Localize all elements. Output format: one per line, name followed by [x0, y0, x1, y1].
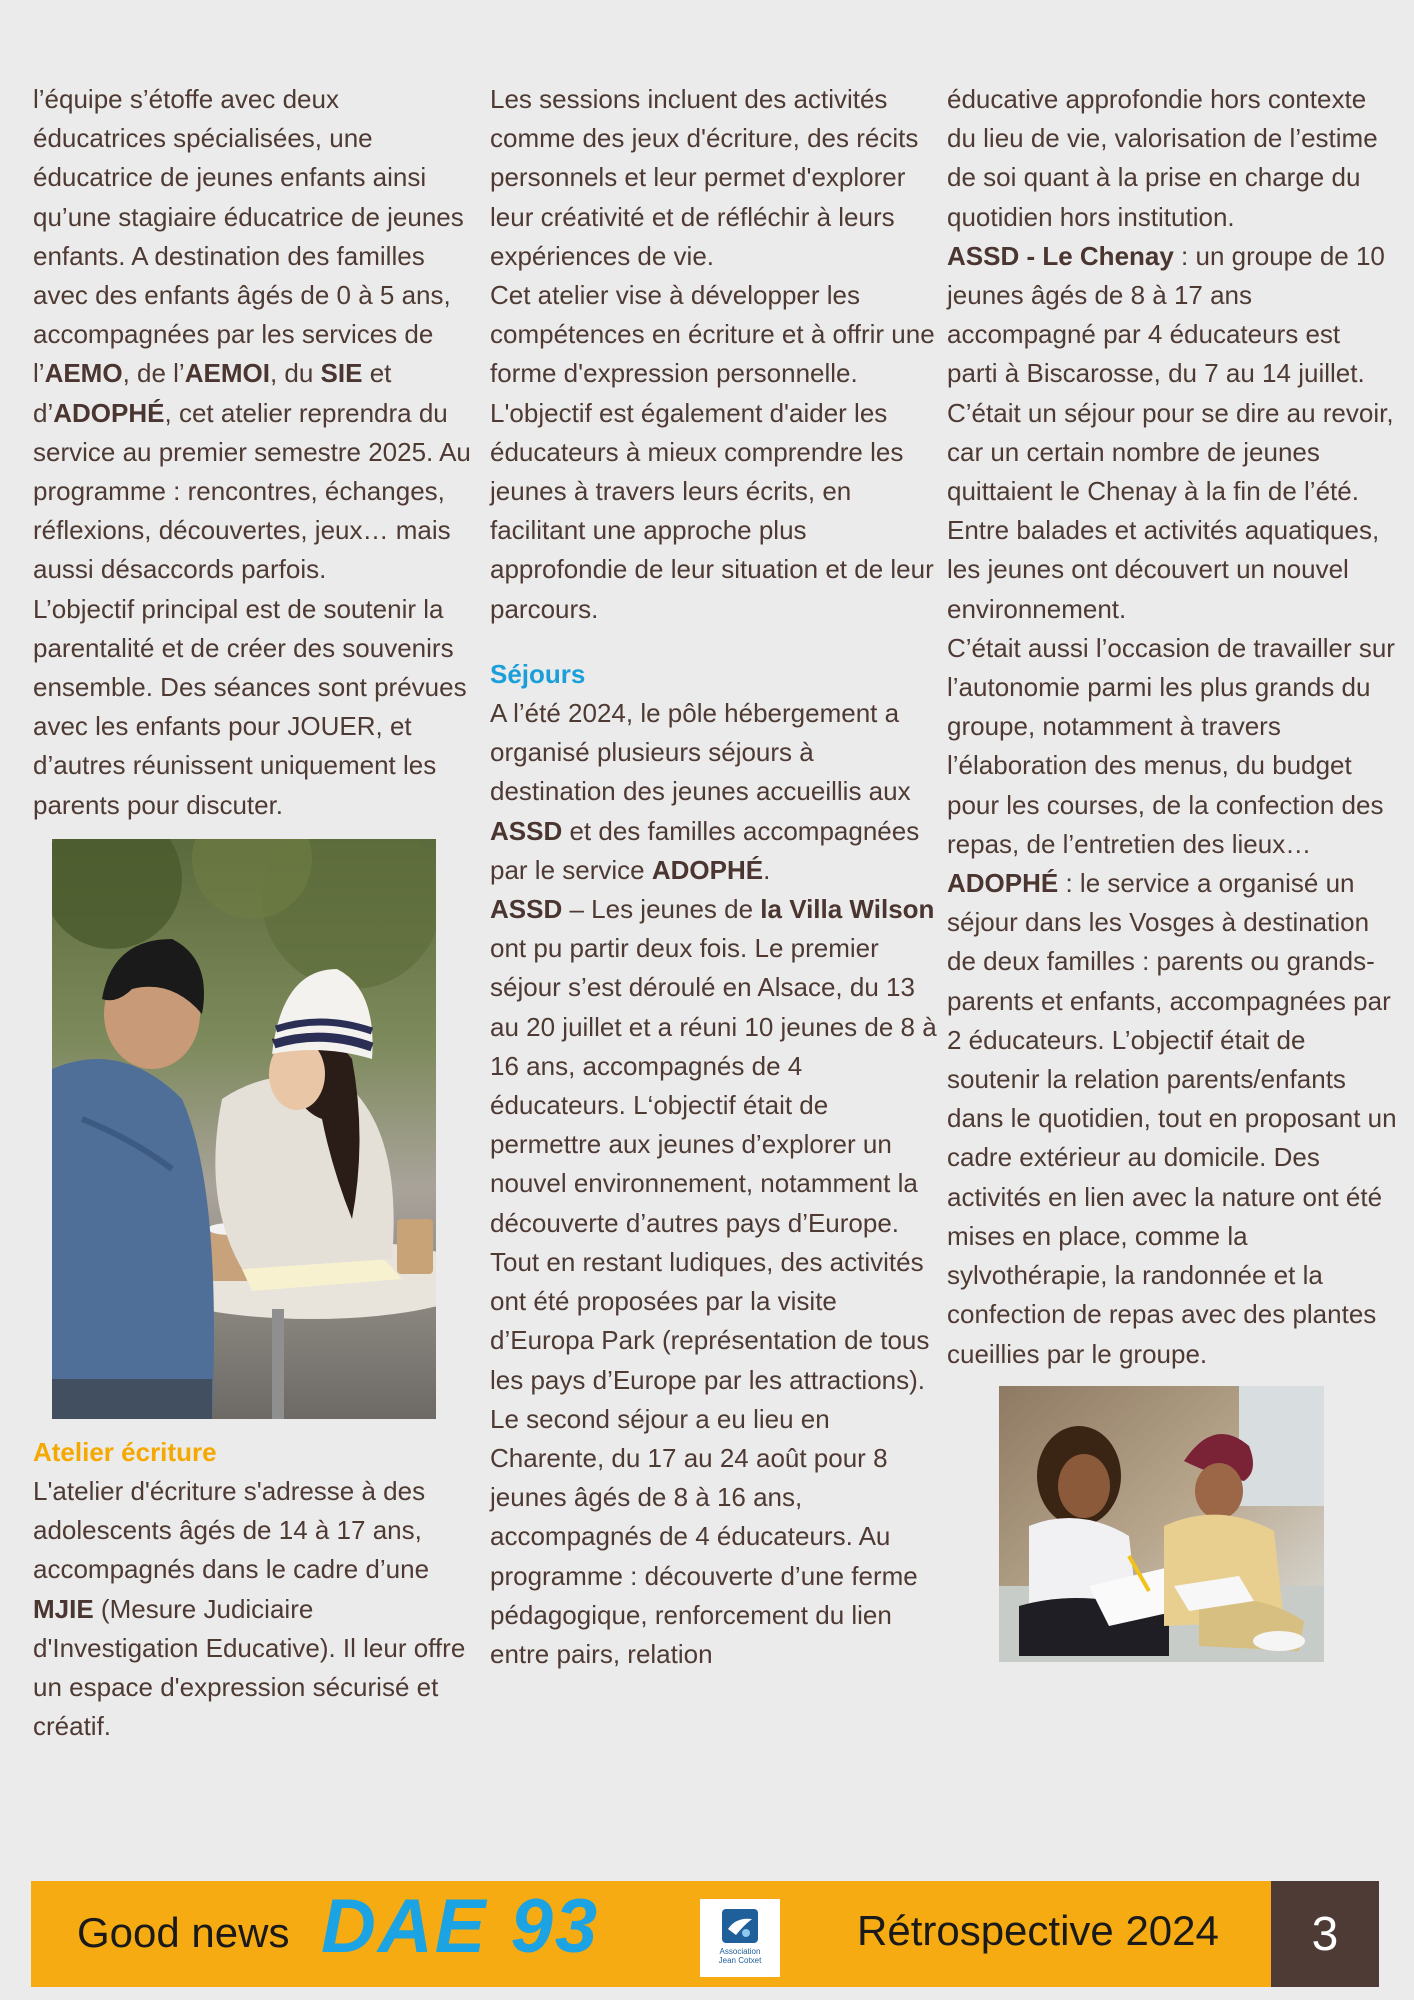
paragraph: Cet atelier vise à développer les compétences en écriture et à offrir une forme d'expression personnelle. L'objectif est également d'aider les éducateurs à mieux comprendre les jeunes à travers leurs écrits, en facilitant une approche plus approfondie de leur situation et de leur parcours. [490, 280, 935, 624]
column-3 [947, 80, 1397, 1662]
page-number: 3 [1271, 1881, 1379, 1987]
footer-yellow-band [31, 1881, 1271, 1987]
paragraph: ASSD – Les jeunes de la Villa Wilson ont pu partir deux fois. Le premier séjour s’est déroulé en Alsace, du 13 au 20 juillet et a réuni 10 jeunes de 8 à 16 ans, accompagnés de 4 éducateurs. L‘objectif était de permettre aux jeunes d’explorer un nouvel environnement, notamment la découverte d’autres pays d’Europe. Tout en restant ludiques, des activités ont été proposées par la visite d’Europa Park (représentation de tous les pays d’Europe par les attractions). [490, 894, 937, 1395]
paragraph: Le second séjour a eu lieu en Charente, du 17 au 24 août pour 8 jeunes âgés de 8 à 16 ans, accompagnés de 4 éducateurs. Au programme : découverte d’une ferme pédagogique, renforcement du lien entre pairs, relation [490, 1403, 918, 1669]
paragraph: l’équipe s’étoffe avec deux éducatrices spécialisées, une éducatrice de jeunes enfants ainsi qu’une stagiaire éducatrice de jeunes enfants. A destination des familles avec des enfants âgés de 0 à 5 ans, accompagnées par les services de l’AEMO, de l’AEMOI, du SIE et d’ADOPHÉ, cet atelier reprendra du service au premier semestre 2025. Au programme : rencontres, échanges, réflexions, découvertes, jeux… mais aussi désaccords parfois. [33, 84, 471, 585]
paragraph: L'atelier d'écriture s'adresse à des adolescents âgés de 14 à 17 ans, accompagnés dans le cadre d’une MJIE (Mesure Judiciaire d'Investigation Educative). Il leur offre un espace d'expression sécurisé et créatif. [33, 1476, 466, 1742]
footer-retrospective-title: Rétrospective 2024 [857, 1907, 1219, 1954]
section-heading-atelier-ecriture: Atelier écriture [33, 1436, 217, 1467]
association-logo [700, 1899, 780, 1977]
photo-young-adults-writing [52, 839, 436, 1419]
paragraph: ASSD - Le Chenay : un groupe de 10 jeunes âgés de 8 à 17 ans accompagné par 4 éducateurs est parti à Biscarosse, du 7 au 14 juillet. C’était un séjour pour se dire au revoir, car un certain nombre de jeunes quittaient le Chenay à la fin de l’été. Entre balades et activités aquatiques, les jeunes ont découvert un nouvel environnement. [947, 240, 1394, 624]
photo-children-writing [999, 1386, 1324, 1662]
section-heading-sejours: Séjours [490, 658, 586, 689]
paragraph: Les sessions incluent des activités comme des jeux d'écriture, des récits personnels et leur permet d'explorer leur créativité et de réfléchir à leurs expériences de vie. [490, 84, 919, 271]
paragraph: C’était aussi l’occasion de travailler sur l’autonomie parmi les plus grands du groupe, notamment à travers l’élaboration des menus, du budget pour les courses, de la confection des repas, de l’entretien des lieux… [947, 632, 1395, 859]
footer-dae93-logo: DAE 93 [321, 1884, 600, 1969]
paragraph: L’objectif principal est de soutenir la parentalité et de créer des souvenirs ensemble. Des séances sont prévues avec les enfants pour JOUER, et d’autres réunissent uniquement les parents pour discuter. [33, 593, 467, 820]
column-2 [490, 80, 940, 1674]
paragraph: éducative approfondie hors contexte du lieu de vie, valorisation de l’estime de soi quant à la prise en charge du quotidien hors institution. [947, 84, 1378, 232]
paragraph: A l’été 2024, le pôle hébergement a organisé plusieurs séjours à destination des jeunes accueillis aux ASSD et des familles accompagnées par le service ADOPHÉ. [490, 698, 920, 885]
footer-bar [31, 1881, 1379, 1987]
column-1 [33, 80, 473, 1746]
paragraph: ADOPHÉ : le service a organisé un séjour dans les Vosges à destination de deux familles : parents ou grands-parents et enfants, accompagnées par 2 éducateurs. L’objectif était de soutenir la relation parents/enfants dans le quotidien, tout en proposant un cadre extérieur au domicile. Des activités en lien avec la nature ont été mises en place, comme la sylvothérapie, la randonnée et la confection de repas avec des plantes cueillies par le groupe. [947, 868, 1397, 1369]
association-logo-text: Association Jean Cotxet [718, 1947, 762, 1965]
footer-good-news: Good news [77, 1909, 290, 1956]
association-logo-icon [722, 1909, 758, 1943]
